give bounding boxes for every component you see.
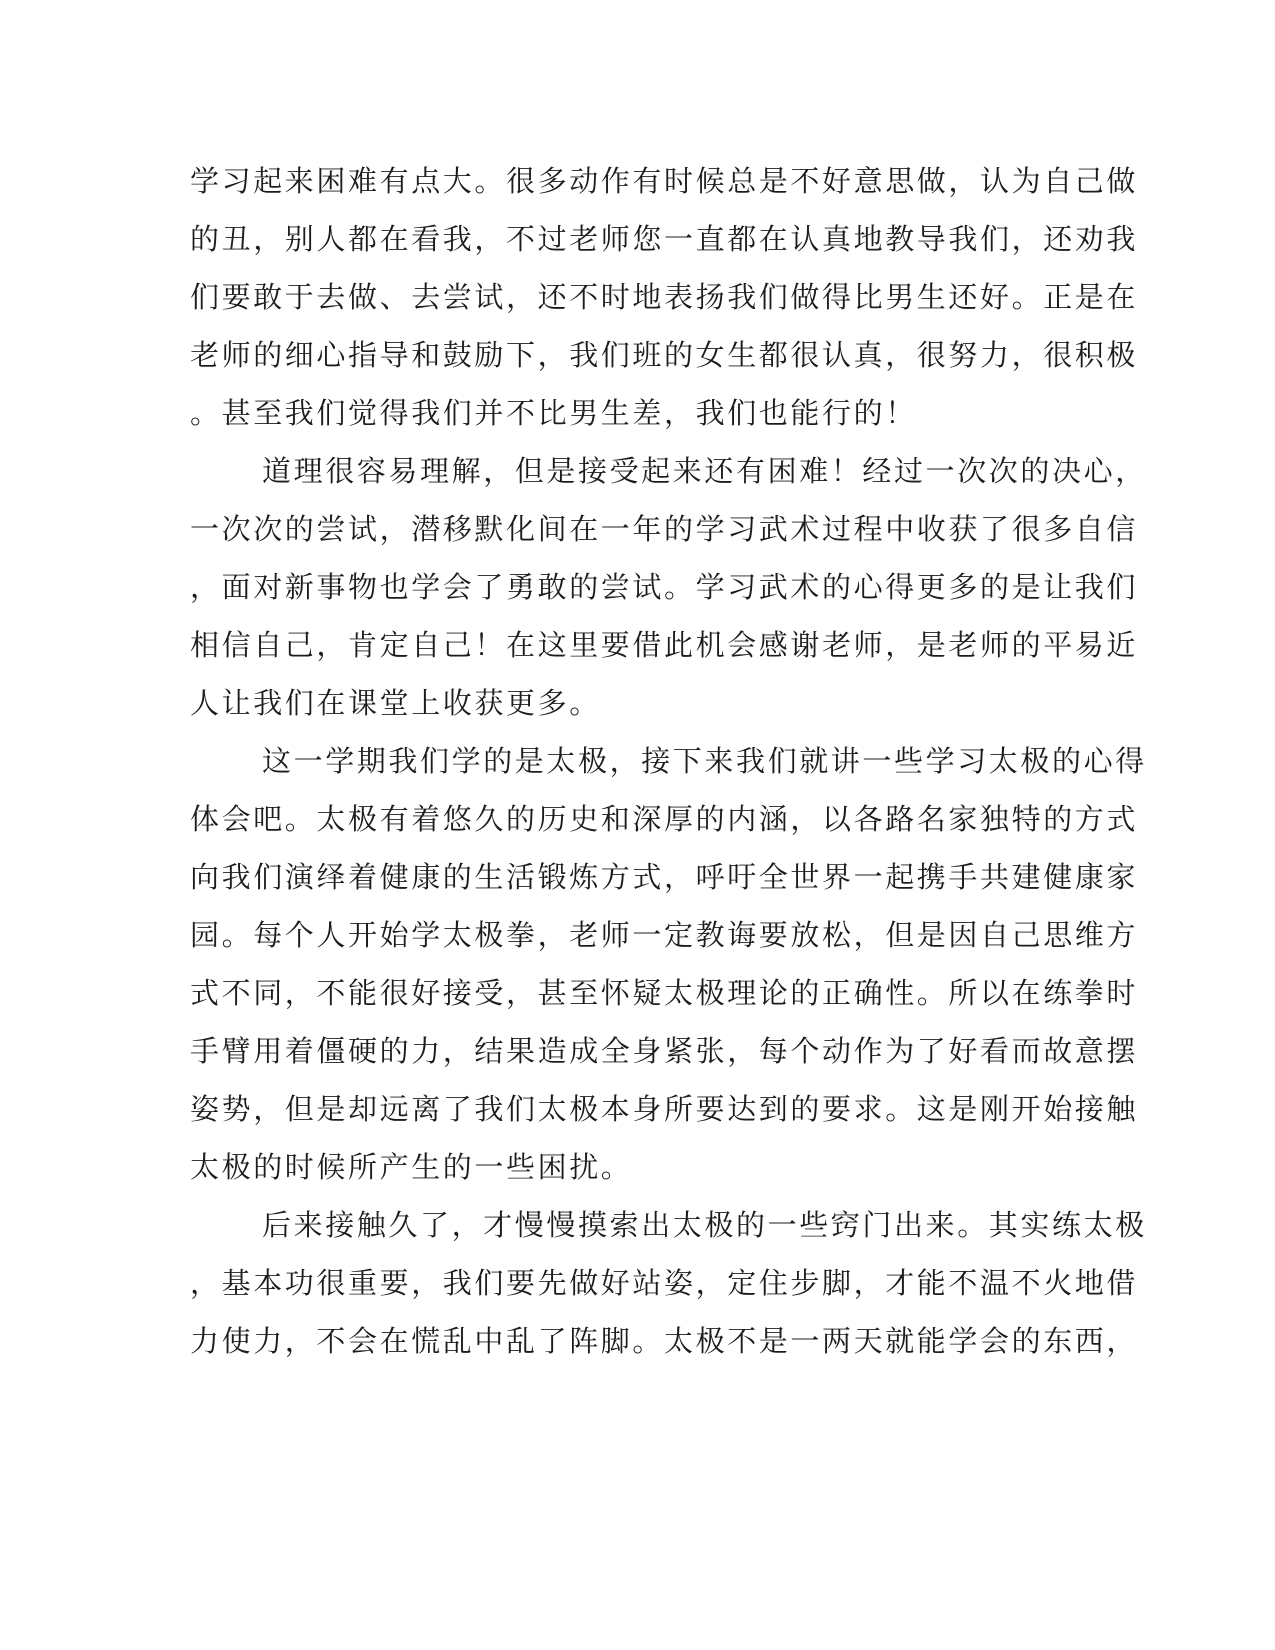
text-line: 太极的时候所产生的一些困扰。 xyxy=(190,1150,633,1184)
text-line: 力使力，不会在慌乱中乱了阵脚。太极不是一两天就能学会的东西， xyxy=(190,1324,1139,1358)
text-line: 们要敢于去做、去尝试，还不时地表扬我们做得比男生还好。正是在 xyxy=(190,280,1139,314)
text-line: 学习起来困难有点大。很多动作有时候总是不好意思做，认为自己做 xyxy=(190,164,1139,198)
paragraph-first-line: 后来接触久了，才慢慢摸索出太极的一些窍门出来。其实练太极 xyxy=(262,1208,1147,1242)
paragraph-first-line: 这一学期我们学的是太极，接下来我们就讲一些学习太极的心得 xyxy=(262,744,1147,778)
text-line: 的丑，别人都在看我，不过老师您一直都在认真地教导我们，还劝我 xyxy=(190,222,1139,256)
text-line: ，面对新事物也学会了勇敢的尝试。学习武术的心得更多的是让我们 xyxy=(190,570,1139,604)
text-line: 老师的细心指导和鼓励下，我们班的女生都很认真，很努力，很积极 xyxy=(190,338,1139,372)
text-line: 体会吧。太极有着悠久的历史和深厚的内涵，以各路名家独特的方式 xyxy=(190,802,1139,836)
text-line: 式不同，不能很好接受，甚至怀疑太极理论的正确性。所以在练拳时 xyxy=(190,976,1139,1010)
text-line: 相信自己，肯定自己！在这里要借此机会感谢老师，是老师的平易近 xyxy=(190,628,1139,662)
text-line: 园。每个人开始学太极拳，老师一定教诲要放松，但是因自己思维方 xyxy=(190,918,1139,952)
text-line: 姿势，但是却远离了我们太极本身所要达到的要求。这是刚开始接触 xyxy=(190,1092,1139,1126)
text-line: 一次次的尝试，潜移默化间在一年的学习武术过程中收获了很多自信 xyxy=(190,512,1139,546)
text-line: 向我们演绎着健康的生活锻炼方式，呼吁全世界一起携手共建健康家 xyxy=(190,860,1139,894)
paragraph-first-line: 道理很容易理解，但是接受起来还有困难！经过一次次的决心， xyxy=(262,454,1147,488)
text-line: 人让我们在课堂上收获更多。 xyxy=(190,686,601,720)
text-line: ，基本功很重要，我们要先做好站姿，定住步脚，才能不温不火地借 xyxy=(190,1266,1139,1300)
text-line: 。甚至我们觉得我们并不比男生差，我们也能行的！ xyxy=(190,396,917,430)
text-line: 手臂用着僵硬的力，结果造成全身紧张，每个动作为了好看而故意摆 xyxy=(190,1034,1139,1068)
